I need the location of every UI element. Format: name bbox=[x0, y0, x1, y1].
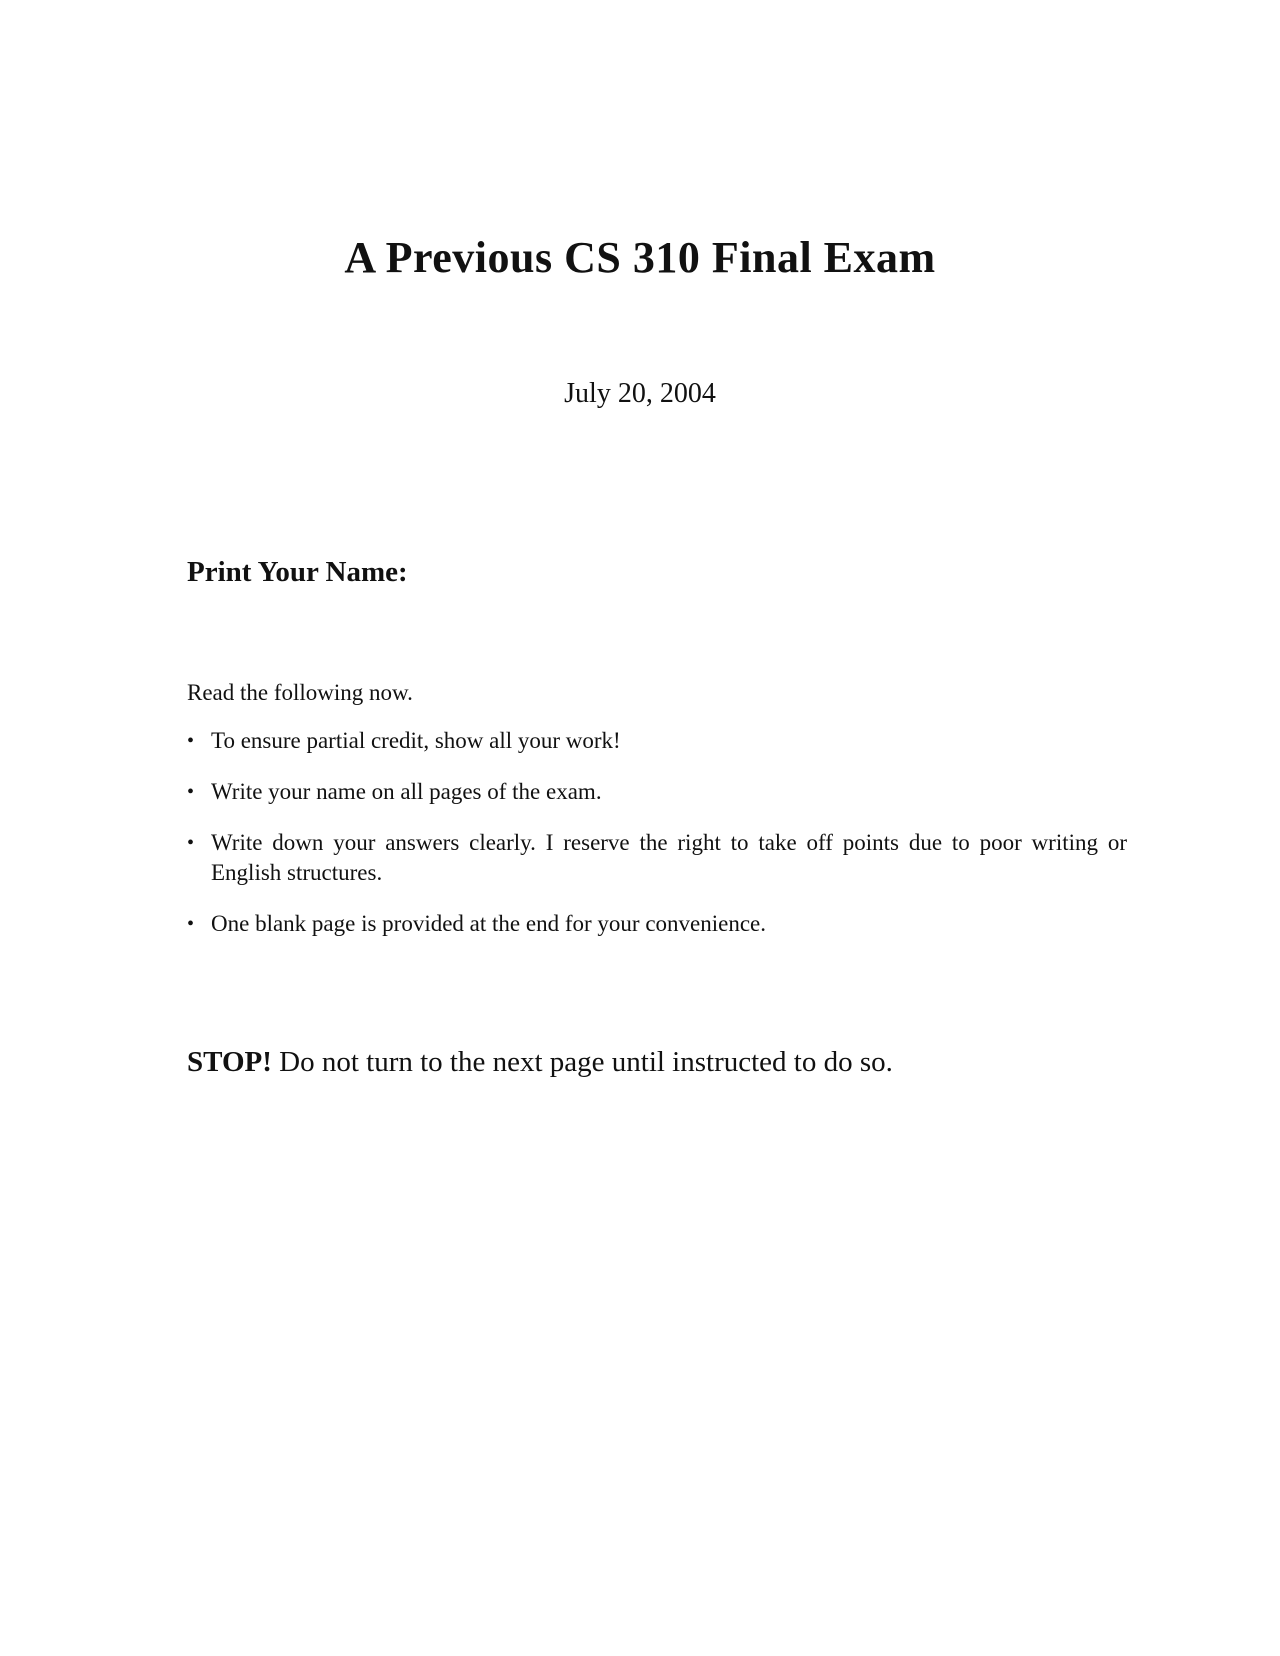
print-name-label: Print Your Name: bbox=[187, 556, 408, 588]
instructions-intro: Read the following now. bbox=[187, 680, 413, 705]
stop-text: Do not turn to the next page until instructed to do so. bbox=[279, 1046, 893, 1078]
bullet-icon: • bbox=[187, 730, 195, 752]
bullet-icon: • bbox=[187, 913, 195, 935]
exam-title: A Previous CS 310 Final Exam bbox=[344, 233, 936, 282]
instruction-text: Write down your answers clearly. I reserve the right to take off points due to poor writing or English structures. bbox=[211, 830, 1127, 885]
list-item bbox=[187, 726, 1127, 756]
list-item bbox=[187, 828, 1127, 888]
exam-date: July 20, 2004 bbox=[564, 378, 716, 409]
stop-word: STOP! bbox=[187, 1046, 272, 1078]
list-item bbox=[187, 909, 1127, 939]
list-item bbox=[187, 777, 1127, 807]
stop-notice bbox=[187, 1046, 893, 1079]
instruction-text: One blank page is provided at the end for your convenience. bbox=[211, 911, 766, 936]
bullet-icon: • bbox=[187, 832, 195, 854]
bullet-icon: • bbox=[187, 781, 195, 803]
instructions-list bbox=[187, 726, 1127, 960]
instruction-text: Write your name on all pages of the exam. bbox=[211, 779, 602, 804]
instruction-text: To ensure partial credit, show all your work! bbox=[211, 728, 621, 753]
